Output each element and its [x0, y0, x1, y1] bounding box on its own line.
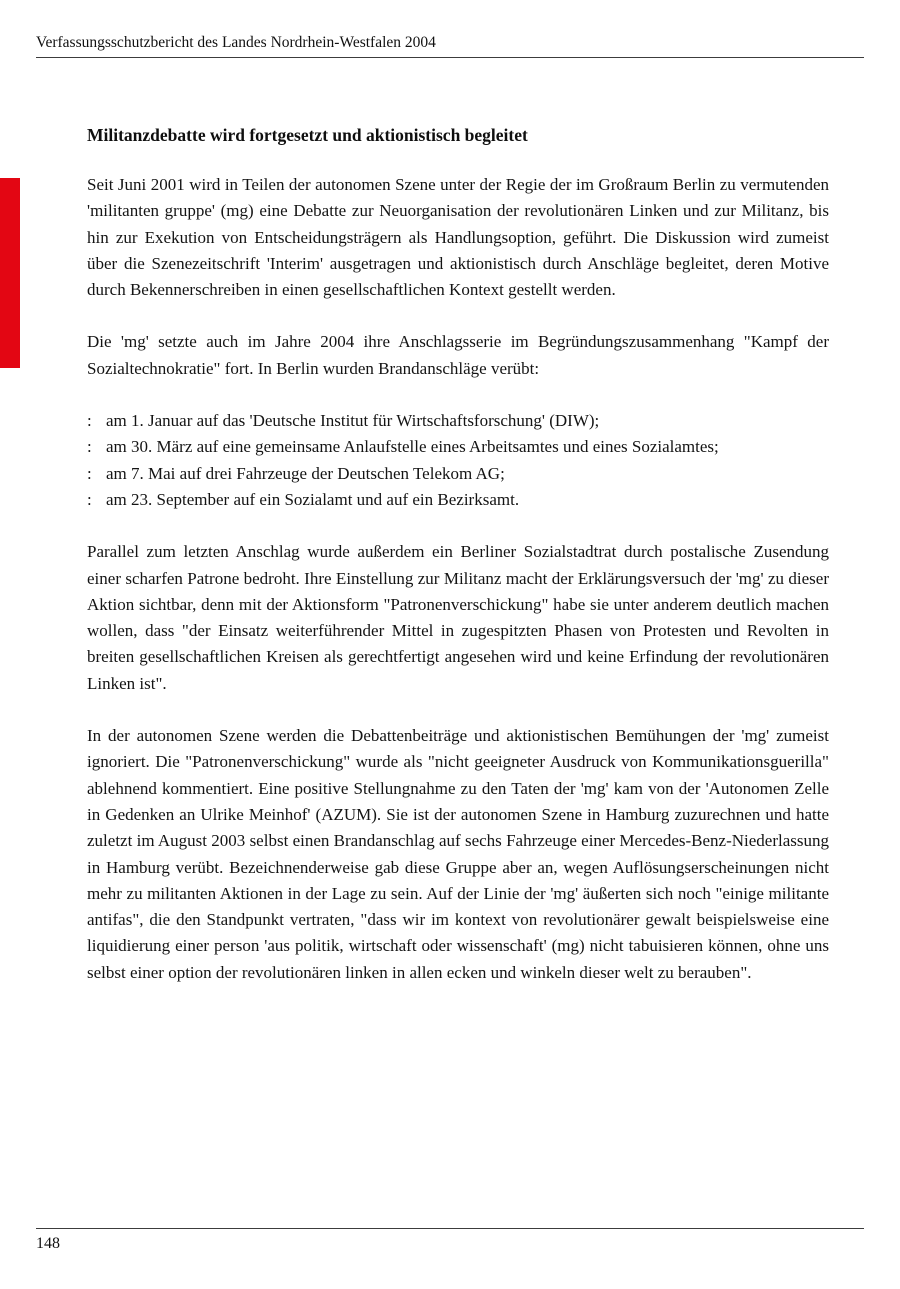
- header-rule: [36, 57, 864, 58]
- red-margin-bar: [0, 178, 20, 368]
- paragraph-militanzdebatte-intro: Seit Juni 2001 wird in Teilen der autonomen Szene unter der Regie der im Großraum Berlin zu vermutenden 'militanten gruppe' (mg) eine Debatte zur Neuorganisation der revolutionären Linken und zur Militanz, bis hin zur Exekution von Entscheidungsträgern als Handlungsoption, geführt. Die Diskussion wird zumeist über die Szenezeitschrift 'Interim' ausgetragen und aktionistisch durch Anschläge begleitet, deren Motive durch Bekennerschreiben in einen gesellschaftlichen Kontext gestellt werden.: [87, 175, 829, 300]
- colon-bullet-icon: :: [87, 411, 92, 431]
- page-number: 148: [36, 1235, 60, 1252]
- paragraph-szene-reaktion: In der autonomen Szene werden die Debattenbeiträge und aktionistischen Bemühungen der 'mg' zumeist ignoriert. Die "Patronenverschickung" wurde als "nicht geeigneter Ausdruck von Kommunikationsguerilla" ablehnend kommentiert. Eine positive Stellungnahme zu den Taten der 'mg' kam von der 'Autonomen Zelle in Gedenken an Ulrike Meinhof' (AZUM). Sie ist der autonomen Szene in Hamburg zuzurechnen und hatte zuletzt im August 2003 selbst einen Brandanschlag auf sechs Fahrzeuge einer Mercedes-Benz-Niederlassung in Hamburg verübt. Bezeichnenderweise gab diese Gruppe aber an, wegen Auflösungserscheinungen nicht mehr zu militanten Aktionen in der Lage zu sein. Auf der Linie der 'mg' äußerten sich noch "einige militante antifas", die den Standpunkt vertraten, "dass wir im kontext von revolutionärer gewalt beispielsweise eine liquidierung einer person 'aus politik, wirtschaft oder wissenschaft' (mg) nicht tabuisieren können, ohne uns selbst einer option der revolutionären linken in allen ecken und winkeln dieser welt zu berauben".: [87, 726, 829, 982]
- colon-bullet-icon: :: [87, 489, 92, 509]
- paragraph-anschlagsserie: Die 'mg' setzte auch im Jahre 2004 ihre Anschlagsserie im Begründungszusammenhang "Kampf der Sozialtechnokratie" fort. In Berlin wurden Brandanschläge verübt:: [87, 332, 829, 378]
- colon-bullet-icon: :: [87, 463, 92, 483]
- page-footer: [36, 1228, 864, 1253]
- section-heading: Militanzdebatte wird fortgesetzt und aktionistisch begleitet: [87, 125, 528, 145]
- page-header: [36, 34, 864, 58]
- list-item-text: am 1. Januar auf das 'Deutsche Institut für Wirtschaftsforschung' (DIW);: [106, 411, 600, 431]
- footer-rule: [36, 1228, 864, 1229]
- list-item-text: am 30. März auf eine gemeinsame Anlaufstelle eines Arbeitsamtes und eines Sozialamtes;: [106, 437, 719, 457]
- list-item: [87, 487, 829, 513]
- list-item: [87, 408, 829, 434]
- page-content: [87, 122, 829, 1012]
- colon-bullet-icon: :: [87, 437, 92, 457]
- list-item-text: am 23. September auf ein Sozialamt und auf ein Bezirksamt.: [106, 489, 520, 509]
- list-item: [87, 461, 829, 487]
- attack-list: [87, 408, 829, 513]
- running-header-title: Verfassungsschutzbericht des Landes Nordrhein-Westfalen 2004: [36, 34, 436, 51]
- list-item: [87, 434, 829, 460]
- list-item-text: am 7. Mai auf drei Fahrzeuge der Deutschen Telekom AG;: [106, 463, 505, 483]
- paragraph-patronenverschickung: Parallel zum letzten Anschlag wurde außerdem ein Berliner Sozialstadtrat durch postalische Zusendung einer scharfen Patrone bedroht. Ihre Einstellung zur Militanz macht der Erklärungsversuch der 'mg' zu dieser Aktion sichtbar, denn mit der Aktionsform "Patronenverschickung" habe sie unter anderem deutlich machen wollen, dass "der Einsatz weiterführender Mittel in zugespitzten Phasen von Protesten und Revolten in breiten gesellschaftlichen Kreisen als gerechtfertigt angesehen wird und keine Erfindung der revolutionären Linken ist".: [87, 542, 829, 693]
